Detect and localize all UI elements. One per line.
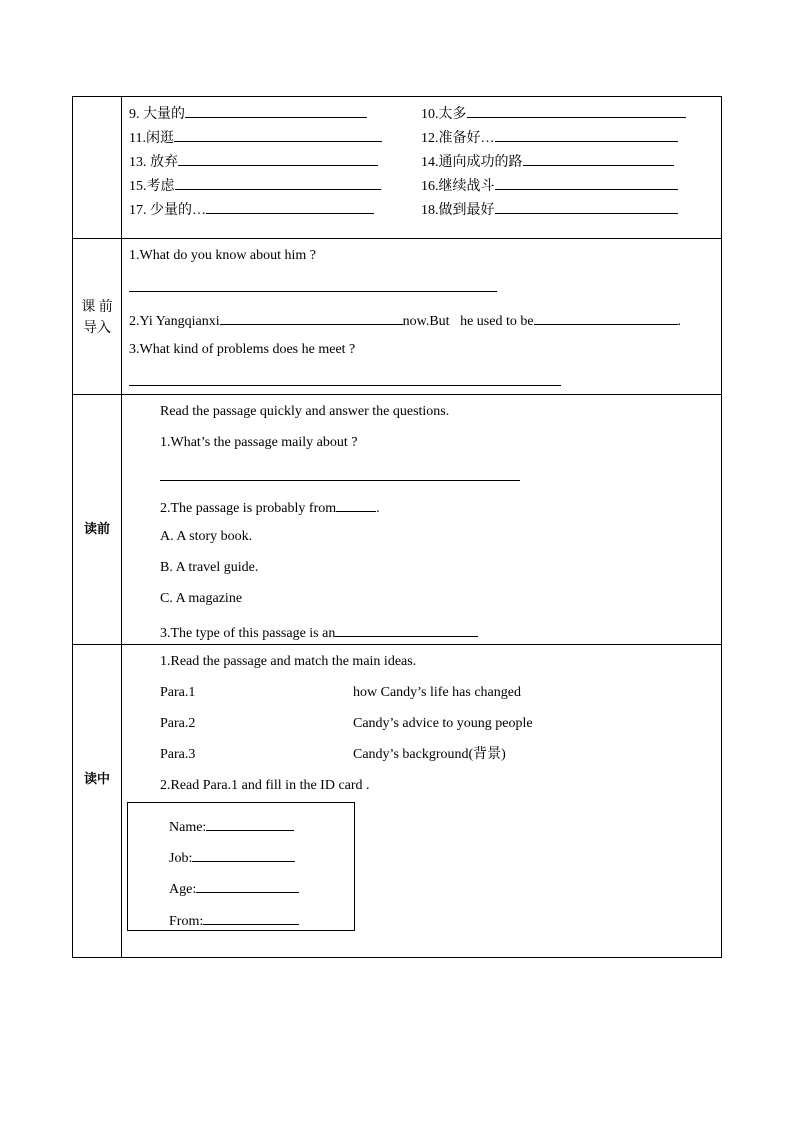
vocab-item-16: 16.继续战斗 (421, 175, 678, 196)
pre-class-question-2: 2.Yi Yangqianxi now.But he used to be . (129, 310, 681, 331)
vocab-item-13: 13. 放弃 (129, 151, 378, 172)
answer-blank[interactable] (523, 151, 674, 166)
answer-blank[interactable] (495, 175, 678, 190)
answer-line[interactable] (129, 385, 561, 386)
answer-blank[interactable] (534, 310, 678, 325)
while-reading-label-cell (73, 645, 122, 957)
before-reading-question-1: 1.What’s the passage maily about ? (160, 435, 358, 450)
answer-blank[interactable] (220, 310, 403, 325)
option-c: C. A magazine (160, 591, 243, 606)
answer-blank[interactable] (192, 847, 295, 862)
before-reading-question-3: 3.The type of this passage is an (160, 622, 478, 643)
para-label-1: Para.1 (160, 685, 196, 700)
vocab-label-cell (73, 97, 122, 238)
answer-blank[interactable] (495, 199, 678, 214)
before-reading-instruction: Read the passage quickly and answer the questions. (160, 404, 450, 419)
pre-class-row (72, 238, 722, 394)
answer-line[interactable] (160, 480, 520, 481)
answer-blank[interactable] (174, 127, 382, 142)
answer-blank[interactable] (196, 878, 299, 893)
id-card-name: Name: (169, 816, 294, 837)
main-idea-3: Candy’s background(背景) (353, 747, 506, 762)
vocab-item-18: 18.做到最好 (421, 199, 678, 220)
pre-class-label-line1: 课 前 (81, 300, 113, 315)
pre-class-label-cell (73, 239, 122, 394)
main-idea-1: how Candy’s life has changed (353, 685, 521, 700)
id-card-job: Job: (169, 847, 295, 868)
vocab-row (72, 96, 722, 238)
option-a: A. A story book. (160, 529, 253, 544)
pre-class-label-line2: 导入 (83, 321, 111, 336)
option-b: B. A travel guide. (160, 560, 259, 575)
para-label-3: Para.3 (160, 747, 196, 762)
vocab-item-9: 9. 大量的 (129, 103, 367, 124)
answer-blank[interactable] (495, 127, 678, 142)
while-reading-task-1: 1.Read the passage and match the main ideas. (160, 654, 417, 669)
vocab-item-14: 14.通向成功的路 (421, 151, 674, 172)
vocab-item-12: 12.准备好… (421, 127, 678, 148)
answer-line[interactable] (129, 291, 497, 292)
para-label-2: Para.2 (160, 716, 196, 731)
answer-blank[interactable] (335, 622, 478, 637)
answer-blank[interactable] (206, 816, 294, 831)
vocab-item-15: 15.考虑 (129, 175, 381, 196)
before-reading-question-2: 2.The passage is probably from . (160, 497, 380, 518)
while-reading-row (72, 644, 722, 958)
answer-blank[interactable] (206, 199, 374, 214)
id-card-age: Age: (169, 878, 299, 899)
while-reading-label: 读中 (83, 772, 110, 787)
answer-blank[interactable] (467, 103, 686, 118)
vocab-item-10: 10.太多 (421, 103, 686, 124)
vocab-item-17: 17. 少量的… (129, 199, 374, 220)
while-reading-task-2: 2.Read Para.1 and fill in the ID card . (160, 778, 370, 793)
vocab-item-11: 11.闲逛 (129, 127, 382, 148)
before-reading-row (72, 394, 722, 644)
answer-blank[interactable] (336, 497, 376, 512)
pre-class-question-3: 3.What kind of problems does he meet ? (129, 342, 356, 357)
id-card-from: From: (169, 910, 299, 931)
answer-blank[interactable] (185, 103, 367, 118)
answer-blank[interactable] (203, 910, 299, 925)
before-reading-label: 读前 (83, 522, 110, 537)
id-card (127, 802, 355, 931)
main-idea-2: Candy’s advice to young people (353, 716, 533, 731)
pre-class-question-1: 1.What do you know about him ? (129, 248, 317, 263)
before-reading-label-cell (73, 395, 122, 644)
answer-blank[interactable] (175, 175, 381, 190)
answer-blank[interactable] (178, 151, 378, 166)
worksheet-table (72, 96, 722, 958)
